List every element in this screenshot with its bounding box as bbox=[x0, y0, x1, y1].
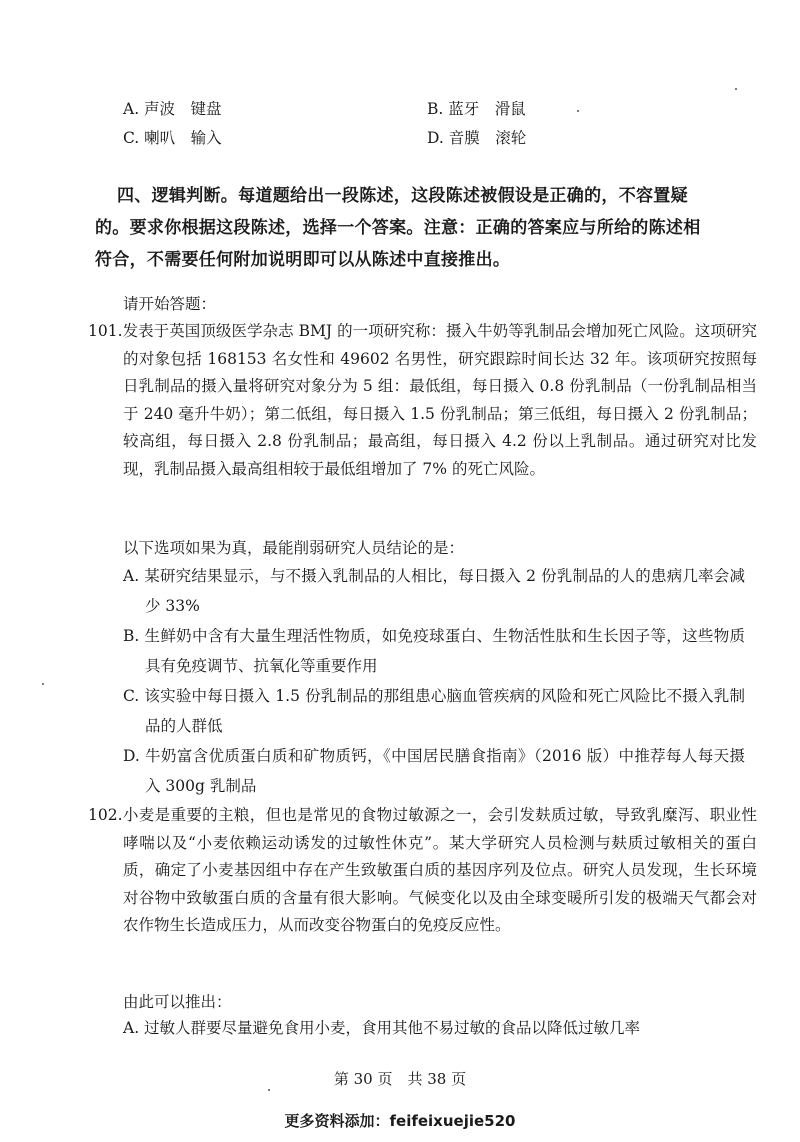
question-101-option-c: C. 该实验中每日摄入 1.5 份乳制品的那组患心脑血管疾病的风险和死亡风险比不摄入乳制品的人群低 bbox=[123, 687, 745, 735]
prev-option-a: A. 声波 键盘 bbox=[123, 100, 222, 118]
question-101-stem: 101.发表于英国顶级医学杂志 BMJ 的一项研究称：摄入牛奶等乳制品会增加死亡风险。这项研究的对象包括 168153 名女性和 49602 名男性，研究跟踪时间长达 32 年。该项研究按照每日乳制品的摄入量将研究对象分为 5 组：最低组，每日摄入 0.8 份乳制品（一份乳制品相当于 240 毫升牛奶）；第二低组，每日摄入 1.5 份乳制品；第三低组，每日摄入 2 份乳制品；较高组，每日摄入 2.8 份乳制品；最高组，每日摄入 4.2 份以上乳制品。通过研究对比发现，乳制品摄入最高组相较于最低组增加了 7% 的死亡风险。 bbox=[88, 322, 757, 478]
prev-option-b: B. 蓝牙 滑鼠 bbox=[427, 100, 526, 118]
scan-speck bbox=[42, 683, 44, 685]
question-102-prompt: 由此可以推出： bbox=[123, 993, 232, 1011]
scan-speck bbox=[577, 110, 579, 112]
question-102-option-a: A. 过敏人群要尽量避免食用小麦，食用其他不易过敏的食品以降低过敏几率 bbox=[123, 1019, 641, 1037]
start-prompt: 请开始答题： bbox=[123, 295, 217, 313]
scan-speck bbox=[268, 1089, 270, 1091]
section-title: 四、逻辑判断。每道题给出一段陈述，这段陈述被假设是正确的，不容置疑的。要求你根据这段陈述，选择一个答案。注意：正确的答案应与所给的陈述相符合，不需要任何附加说明即可以从陈述中直接推出。 bbox=[95, 186, 701, 270]
scan-speck bbox=[735, 88, 737, 90]
question-101-option-a: A. 某研究结果显示，与不摄入乳制品的人相比，每日摄入 2 份乳制品的人的患病几率会减少 33% bbox=[123, 567, 745, 615]
watermark-text: 更多资料添加：feifeixuejie520 bbox=[284, 1112, 516, 1130]
question-101-option-b: B. 生鲜奶中含有大量生理活性物质，如免疫球蛋白、生物活性肽和生长因子等，这些物质具有免疫调节、抗氧化等重要作用 bbox=[123, 627, 745, 675]
page-number: 第 30 页 共 38 页 bbox=[333, 1070, 467, 1088]
prev-option-c: C. 喇叭 输入 bbox=[123, 129, 222, 147]
question-101-option-d: D. 牛奶富含优质蛋白质和矿物质钙，《中国居民膳食指南》（2016 版）中推荐每人每天摄入 300g 乳制品 bbox=[123, 747, 745, 795]
question-102-stem: 102.小麦是重要的主粮，但也是常见的食物过敏源之一，会引发麸质过敏，导致乳糜泻、职业性哮喘以及“小麦依赖运动诱发的过敏性休克”。某大学研究人员检测与麸质过敏相关的蛋白质，确定了小麦基因组中存在产生致敏蛋白质的基因序列及位点。研究人员发现，生长环境对谷物中致敏蛋白质的含量有很大影响。气候变化以及由全球变暖所引发的极端天气都会对农作物生长造成压力，从而改变谷物蛋白的免疫反应性。 bbox=[88, 806, 757, 934]
prev-option-d: D. 音膜 滚轮 bbox=[427, 129, 527, 147]
question-101-prompt: 以下选项如果为真，最能削弱研究人员结论的是： bbox=[123, 539, 465, 557]
